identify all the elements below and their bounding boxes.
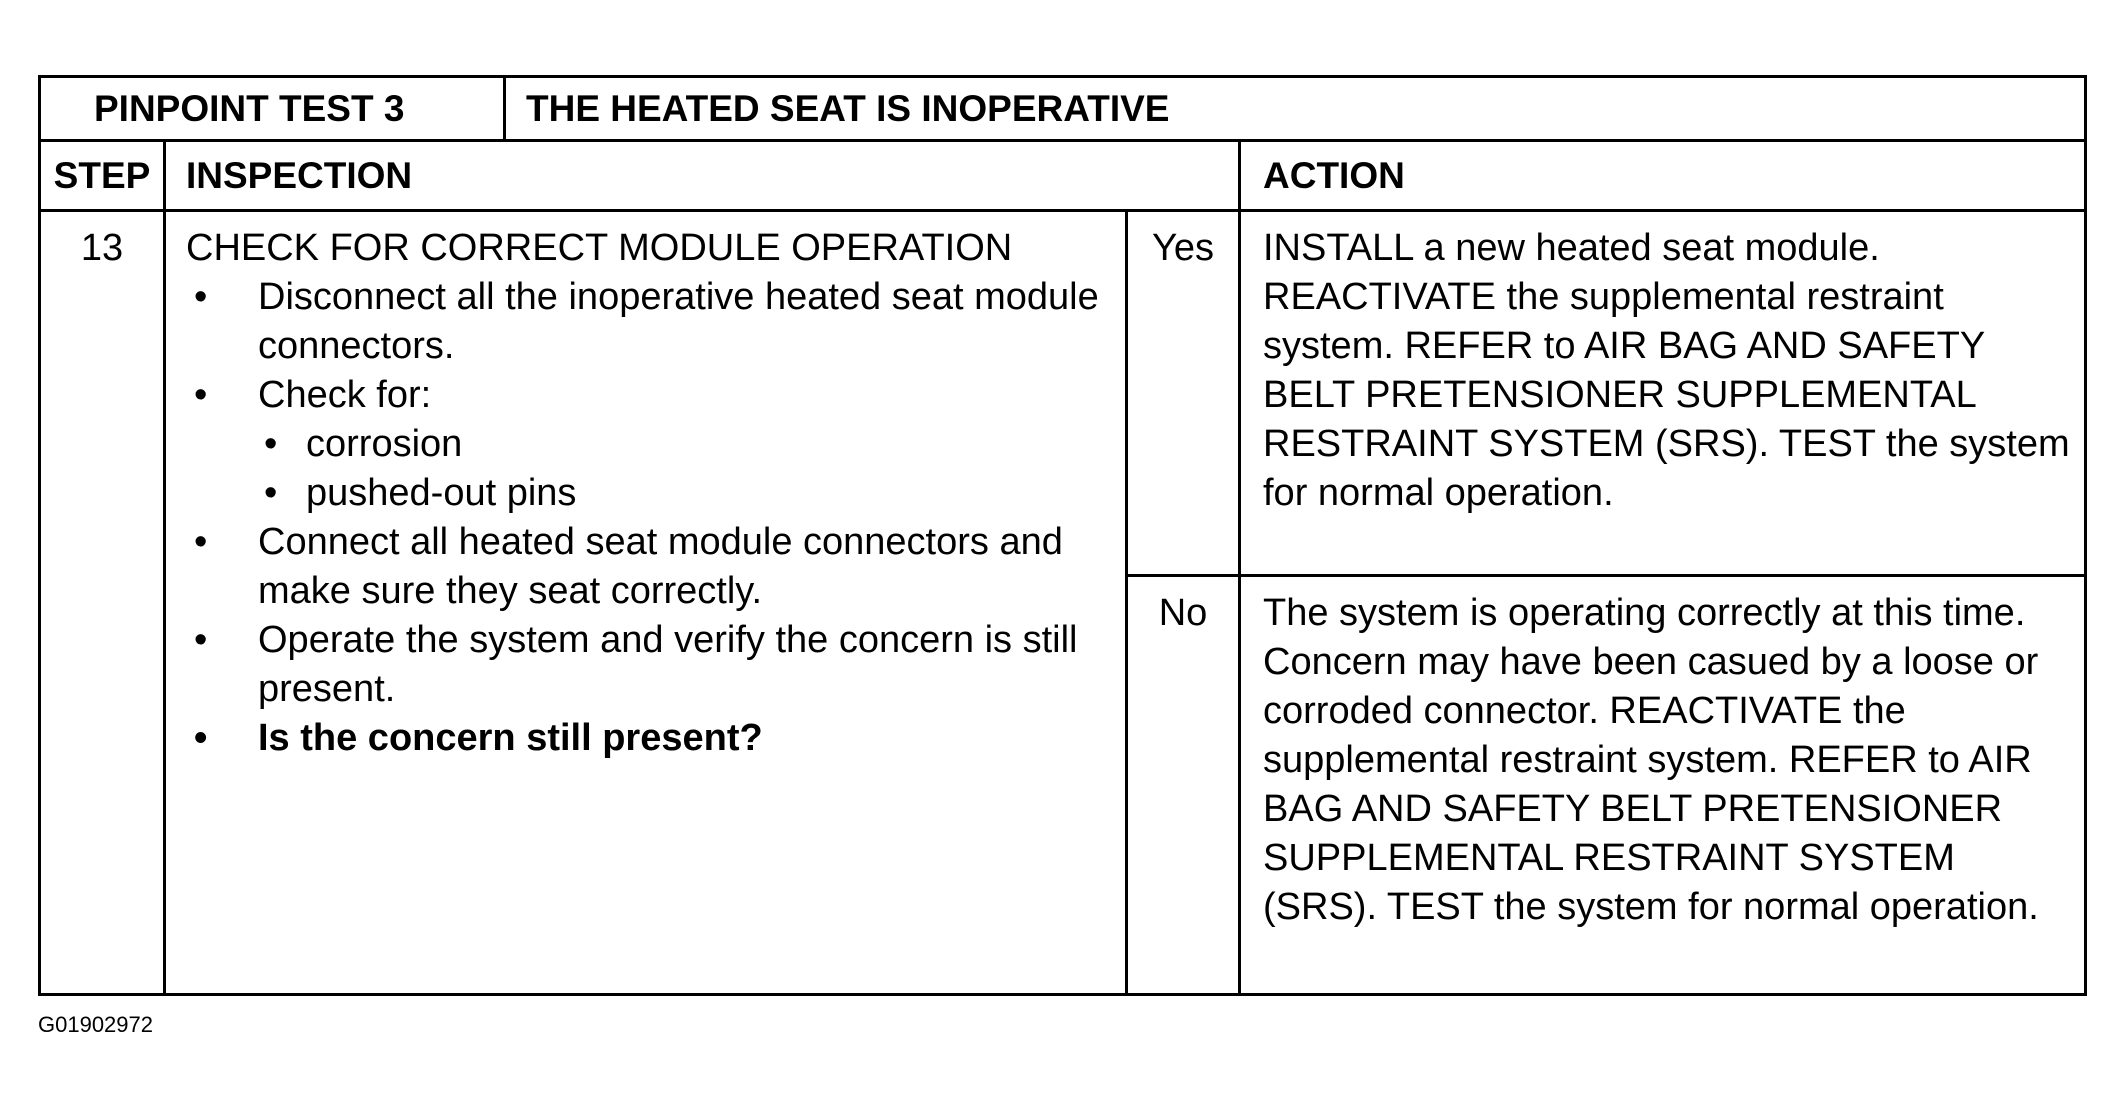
inspection-bullet: • Disconnect all the inoperative heated seat module connectors. [186,273,1115,371]
answer-yes-label: Yes [1127,211,1240,576]
inspection-bullet: • Connect all heated seat module connectors and make sure they seat correctly. [186,518,1115,616]
step-row-yes [40,211,2086,576]
answer-yes-action: INSTALL a new heated seat module. REACTIVATE the supplemental restraint system. REFER to AIR BAG AND SAFETY BELT PRETENSIONER SUPPLEMENTAL RESTRAINT SYSTEM (SRS). TEST the system for normal operation. [1240,211,2086,576]
inspection-bullet: • Check for: [186,371,1115,420]
inspection-sub-bullet: • corrosion [186,420,1115,469]
answer-no-label: No [1127,576,1240,995]
column-header-row [40,141,2086,211]
test-number: PINPOINT TEST 3 [40,77,505,141]
inspection-title: CHECK FOR CORRECT MODULE OPERATION [186,227,1013,269]
inspection-sub-bullet: • pushed-out pins [186,469,1115,518]
figure-id: G01902972 [38,1012,153,1037]
inspection-question: • Is the concern still present? [186,714,1115,763]
step-number: 13 [40,211,165,995]
column-header-step: STEP [40,141,165,211]
column-header-inspection: INSPECTION [165,141,1240,211]
pinpoint-test-table [38,75,2087,996]
inspection-bullet: • Operate the system and verify the concern is still present. [186,616,1115,714]
inspection-cell [165,211,1127,995]
test-title: THE HEATED SEAT IS INOPERATIVE [505,77,2086,141]
answer-no-action: The system is operating correctly at this time. Concern may have been casued by a loose or corroded connector. REACTIVATE the supplemental restraint system. REFER to AIR BAG AND SAFETY BELT PRETENSIONER SUPPLEMENTAL RESTRAINT SYSTEM (SRS). TEST the system for normal operation. [1240,576,2086,995]
column-header-action: ACTION [1240,141,2086,211]
test-header-row [40,77,2086,141]
